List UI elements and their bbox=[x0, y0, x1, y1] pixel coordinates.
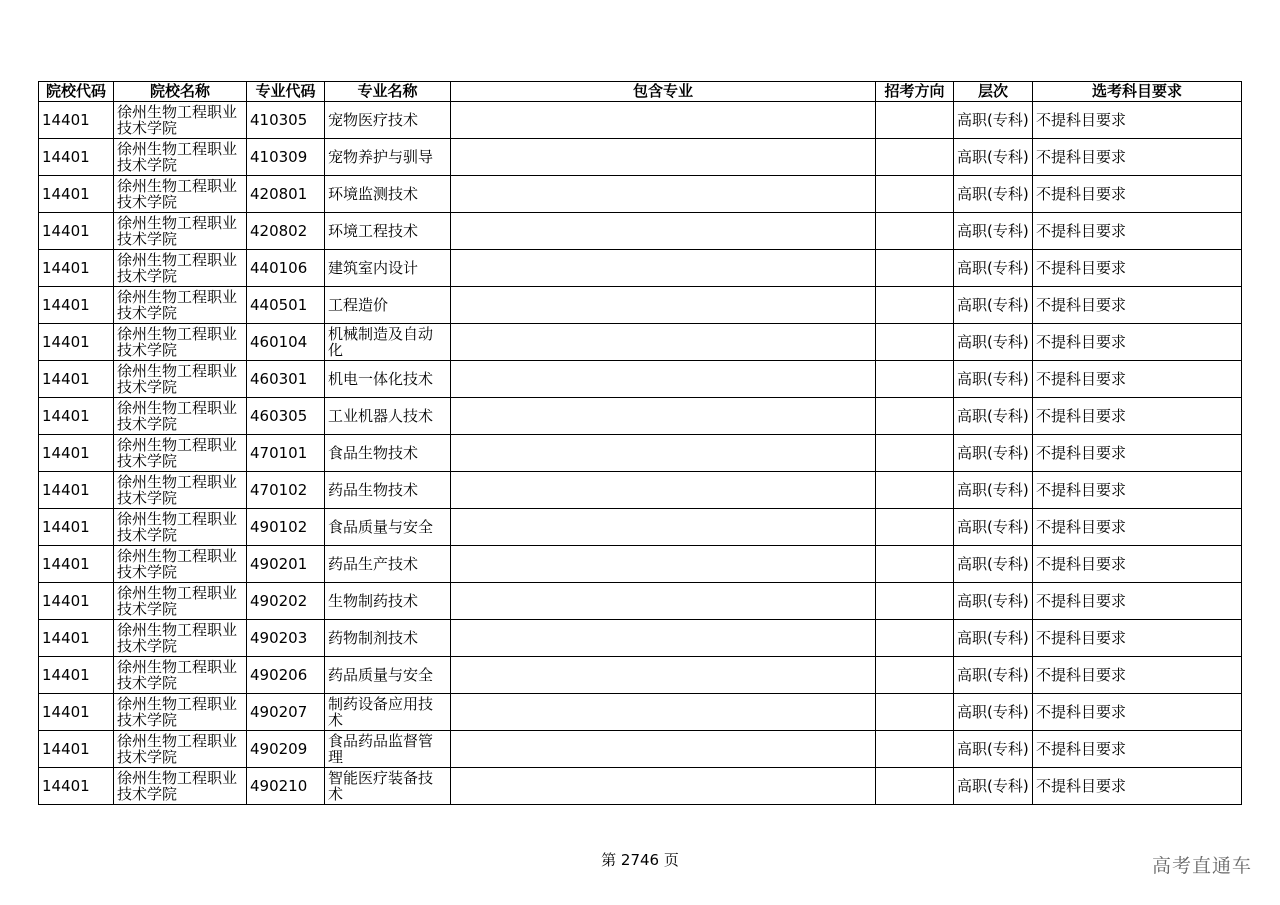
cell-major-code: 490206 bbox=[247, 657, 325, 694]
watermark-logo-text: 高考直通车 bbox=[1151, 855, 1252, 877]
cell-direction bbox=[876, 657, 954, 694]
table-row bbox=[39, 287, 1242, 324]
cell-included-majors bbox=[451, 694, 876, 731]
header-included-majors: 包含专业 bbox=[451, 82, 876, 102]
cell-school-code: 14401 bbox=[39, 694, 114, 731]
cell-school-name: 徐州生物工程职业技术学院 bbox=[114, 361, 247, 398]
cell-school-name: 徐州生物工程职业技术学院 bbox=[114, 731, 247, 768]
cell-school-code: 14401 bbox=[39, 398, 114, 435]
table-row bbox=[39, 509, 1242, 546]
cell-school-name: 徐州生物工程职业技术学院 bbox=[114, 435, 247, 472]
cell-subject-requirement: 不提科目要求 bbox=[1033, 287, 1242, 324]
cell-major-code: 410305 bbox=[247, 102, 325, 139]
cell-school-name: 徐州生物工程职业技术学院 bbox=[114, 176, 247, 213]
cell-major-code: 440106 bbox=[247, 250, 325, 287]
cell-subject-requirement: 不提科目要求 bbox=[1033, 213, 1242, 250]
cell-major-code: 490203 bbox=[247, 620, 325, 657]
table-row bbox=[39, 361, 1242, 398]
cell-included-majors bbox=[451, 361, 876, 398]
cell-direction bbox=[876, 546, 954, 583]
cell-direction bbox=[876, 435, 954, 472]
cell-direction bbox=[876, 583, 954, 620]
table-row bbox=[39, 398, 1242, 435]
cell-included-majors bbox=[451, 176, 876, 213]
cell-level: 高职(专科) bbox=[954, 657, 1033, 694]
cell-included-majors bbox=[451, 546, 876, 583]
cell-direction bbox=[876, 324, 954, 361]
cell-major-name: 药品生产技术 bbox=[325, 546, 451, 583]
header-major-name: 专业名称 bbox=[325, 82, 451, 102]
cell-school-code: 14401 bbox=[39, 102, 114, 139]
cell-direction bbox=[876, 361, 954, 398]
cell-school-code: 14401 bbox=[39, 620, 114, 657]
cell-subject-requirement: 不提科目要求 bbox=[1033, 250, 1242, 287]
cell-direction bbox=[876, 694, 954, 731]
cell-school-code: 14401 bbox=[39, 361, 114, 398]
cell-major-name: 药品质量与安全 bbox=[325, 657, 451, 694]
cell-major-name: 食品生物技术 bbox=[325, 435, 451, 472]
cell-major-code: 420802 bbox=[247, 213, 325, 250]
cell-major-name: 制药设备应用技术 bbox=[325, 694, 451, 731]
cell-major-name: 环境工程技术 bbox=[325, 213, 451, 250]
cell-school-name: 徐州生物工程职业技术学院 bbox=[114, 694, 247, 731]
cell-subject-requirement: 不提科目要求 bbox=[1033, 657, 1242, 694]
header-direction: 招考方向 bbox=[876, 82, 954, 102]
cell-school-name: 徐州生物工程职业技术学院 bbox=[114, 102, 247, 139]
cell-level: 高职(专科) bbox=[954, 361, 1033, 398]
cell-major-name: 药物制剂技术 bbox=[325, 620, 451, 657]
cell-included-majors bbox=[451, 620, 876, 657]
cell-school-name: 徐州生物工程职业技术学院 bbox=[114, 657, 247, 694]
header-subject-requirement: 选考科目要求 bbox=[1033, 82, 1242, 102]
cell-major-name: 宠物医疗技术 bbox=[325, 102, 451, 139]
cell-school-code: 14401 bbox=[39, 546, 114, 583]
table-row bbox=[39, 176, 1242, 213]
cell-school-code: 14401 bbox=[39, 472, 114, 509]
cell-direction bbox=[876, 472, 954, 509]
header-school-name: 院校名称 bbox=[114, 82, 247, 102]
table-row bbox=[39, 694, 1242, 731]
cell-major-name: 食品质量与安全 bbox=[325, 509, 451, 546]
cell-direction bbox=[876, 731, 954, 768]
cell-school-name: 徐州生物工程职业技术学院 bbox=[114, 583, 247, 620]
cell-level: 高职(专科) bbox=[954, 213, 1033, 250]
cell-school-code: 14401 bbox=[39, 213, 114, 250]
cell-school-code: 14401 bbox=[39, 731, 114, 768]
cell-school-name: 徐州生物工程职业技术学院 bbox=[114, 250, 247, 287]
cell-level: 高职(专科) bbox=[954, 139, 1033, 176]
cell-subject-requirement: 不提科目要求 bbox=[1033, 398, 1242, 435]
table-row bbox=[39, 213, 1242, 250]
cell-level: 高职(专科) bbox=[954, 287, 1033, 324]
cell-included-majors bbox=[451, 731, 876, 768]
cell-school-name: 徐州生物工程职业技术学院 bbox=[114, 213, 247, 250]
cell-school-name: 徐州生物工程职业技术学院 bbox=[114, 546, 247, 583]
cell-school-name: 徐州生物工程职业技术学院 bbox=[114, 287, 247, 324]
cell-subject-requirement: 不提科目要求 bbox=[1033, 435, 1242, 472]
cell-included-majors bbox=[451, 213, 876, 250]
cell-major-code: 460104 bbox=[247, 324, 325, 361]
cell-subject-requirement: 不提科目要求 bbox=[1033, 509, 1242, 546]
cell-school-code: 14401 bbox=[39, 287, 114, 324]
cell-subject-requirement: 不提科目要求 bbox=[1033, 102, 1242, 139]
cell-included-majors bbox=[451, 657, 876, 694]
cell-major-code: 460301 bbox=[247, 361, 325, 398]
cell-subject-requirement: 不提科目要求 bbox=[1033, 139, 1242, 176]
cell-major-name: 环境监测技术 bbox=[325, 176, 451, 213]
cell-school-code: 14401 bbox=[39, 435, 114, 472]
cell-subject-requirement: 不提科目要求 bbox=[1033, 361, 1242, 398]
cell-school-code: 14401 bbox=[39, 139, 114, 176]
cell-direction bbox=[876, 768, 954, 805]
cell-major-name: 机械制造及自动化 bbox=[325, 324, 451, 361]
table-row bbox=[39, 435, 1242, 472]
cell-school-code: 14401 bbox=[39, 176, 114, 213]
cell-major-name: 智能医疗装备技术 bbox=[325, 768, 451, 805]
cell-level: 高职(专科) bbox=[954, 472, 1033, 509]
cell-included-majors bbox=[451, 768, 876, 805]
table-row bbox=[39, 139, 1242, 176]
table-header-row bbox=[39, 82, 1242, 102]
cell-level: 高职(专科) bbox=[954, 546, 1033, 583]
cell-included-majors bbox=[451, 509, 876, 546]
cell-major-name: 宠物养护与驯导 bbox=[325, 139, 451, 176]
cell-major-name: 机电一体化技术 bbox=[325, 361, 451, 398]
cell-included-majors bbox=[451, 250, 876, 287]
cell-major-code: 420801 bbox=[247, 176, 325, 213]
cell-major-code: 490209 bbox=[247, 731, 325, 768]
cell-major-name: 建筑室内设计 bbox=[325, 250, 451, 287]
cell-level: 高职(专科) bbox=[954, 102, 1033, 139]
cell-included-majors bbox=[451, 398, 876, 435]
cell-major-name: 食品药品监督管理 bbox=[325, 731, 451, 768]
cell-subject-requirement: 不提科目要求 bbox=[1033, 731, 1242, 768]
cell-direction bbox=[876, 176, 954, 213]
table-row bbox=[39, 583, 1242, 620]
cell-direction bbox=[876, 287, 954, 324]
table-row bbox=[39, 768, 1242, 805]
cell-subject-requirement: 不提科目要求 bbox=[1033, 768, 1242, 805]
cell-included-majors bbox=[451, 435, 876, 472]
cell-school-code: 14401 bbox=[39, 509, 114, 546]
table-row bbox=[39, 620, 1242, 657]
cell-included-majors bbox=[451, 324, 876, 361]
cell-major-code: 470101 bbox=[247, 435, 325, 472]
cell-level: 高职(专科) bbox=[954, 250, 1033, 287]
table-row bbox=[39, 324, 1242, 361]
cell-level: 高职(专科) bbox=[954, 694, 1033, 731]
cell-major-code: 490207 bbox=[247, 694, 325, 731]
cell-level: 高职(专科) bbox=[954, 620, 1033, 657]
cell-included-majors bbox=[451, 102, 876, 139]
cell-level: 高职(专科) bbox=[954, 731, 1033, 768]
cell-school-name: 徐州生物工程职业技术学院 bbox=[114, 398, 247, 435]
cell-school-code: 14401 bbox=[39, 657, 114, 694]
cell-major-code: 460305 bbox=[247, 398, 325, 435]
cell-subject-requirement: 不提科目要求 bbox=[1033, 583, 1242, 620]
cell-level: 高职(专科) bbox=[954, 768, 1033, 805]
header-major-code: 专业代码 bbox=[247, 82, 325, 102]
cell-included-majors bbox=[451, 287, 876, 324]
cell-direction bbox=[876, 139, 954, 176]
cell-included-majors bbox=[451, 583, 876, 620]
cell-subject-requirement: 不提科目要求 bbox=[1033, 620, 1242, 657]
cell-major-code: 470102 bbox=[247, 472, 325, 509]
cell-school-name: 徐州生物工程职业技术学院 bbox=[114, 324, 247, 361]
cell-major-name: 生物制药技术 bbox=[325, 583, 451, 620]
cell-school-name: 徐州生物工程职业技术学院 bbox=[114, 472, 247, 509]
header-level: 层次 bbox=[954, 82, 1033, 102]
table-row bbox=[39, 546, 1242, 583]
cell-major-code: 490210 bbox=[247, 768, 325, 805]
cell-level: 高职(专科) bbox=[954, 324, 1033, 361]
cell-school-name: 徐州生物工程职业技术学院 bbox=[114, 620, 247, 657]
cell-subject-requirement: 不提科目要求 bbox=[1033, 472, 1242, 509]
table-row bbox=[39, 250, 1242, 287]
cell-major-code: 490102 bbox=[247, 509, 325, 546]
cell-included-majors bbox=[451, 472, 876, 509]
cell-direction bbox=[876, 250, 954, 287]
cell-level: 高职(专科) bbox=[954, 398, 1033, 435]
table-row bbox=[39, 657, 1242, 694]
cell-direction bbox=[876, 509, 954, 546]
cell-direction bbox=[876, 213, 954, 250]
cell-level: 高职(专科) bbox=[954, 509, 1033, 546]
cell-major-code: 490202 bbox=[247, 583, 325, 620]
cell-subject-requirement: 不提科目要求 bbox=[1033, 324, 1242, 361]
cell-school-name: 徐州生物工程职业技术学院 bbox=[114, 509, 247, 546]
cell-school-code: 14401 bbox=[39, 768, 114, 805]
cell-major-code: 440501 bbox=[247, 287, 325, 324]
cell-level: 高职(专科) bbox=[954, 176, 1033, 213]
cell-included-majors bbox=[451, 139, 876, 176]
cell-direction bbox=[876, 398, 954, 435]
cell-direction bbox=[876, 102, 954, 139]
cell-major-name: 工程造价 bbox=[325, 287, 451, 324]
cell-major-code: 410309 bbox=[247, 139, 325, 176]
cell-school-code: 14401 bbox=[39, 324, 114, 361]
cell-school-name: 徐州生物工程职业技术学院 bbox=[114, 139, 247, 176]
cell-school-code: 14401 bbox=[39, 250, 114, 287]
page-number: 第 2746 页 bbox=[601, 851, 679, 869]
cell-level: 高职(专科) bbox=[954, 583, 1033, 620]
cell-major-name: 药品生物技术 bbox=[325, 472, 451, 509]
cell-subject-requirement: 不提科目要求 bbox=[1033, 546, 1242, 583]
cell-school-code: 14401 bbox=[39, 583, 114, 620]
table-row bbox=[39, 102, 1242, 139]
table-row bbox=[39, 472, 1242, 509]
cell-major-name: 工业机器人技术 bbox=[325, 398, 451, 435]
cell-school-name: 徐州生物工程职业技术学院 bbox=[114, 768, 247, 805]
header-school-code: 院校代码 bbox=[39, 82, 114, 102]
cell-major-code: 490201 bbox=[247, 546, 325, 583]
table-row bbox=[39, 731, 1242, 768]
cell-level: 高职(专科) bbox=[954, 435, 1033, 472]
cell-subject-requirement: 不提科目要求 bbox=[1033, 694, 1242, 731]
cell-subject-requirement: 不提科目要求 bbox=[1033, 176, 1242, 213]
majors-table bbox=[38, 81, 1242, 805]
cell-direction bbox=[876, 620, 954, 657]
